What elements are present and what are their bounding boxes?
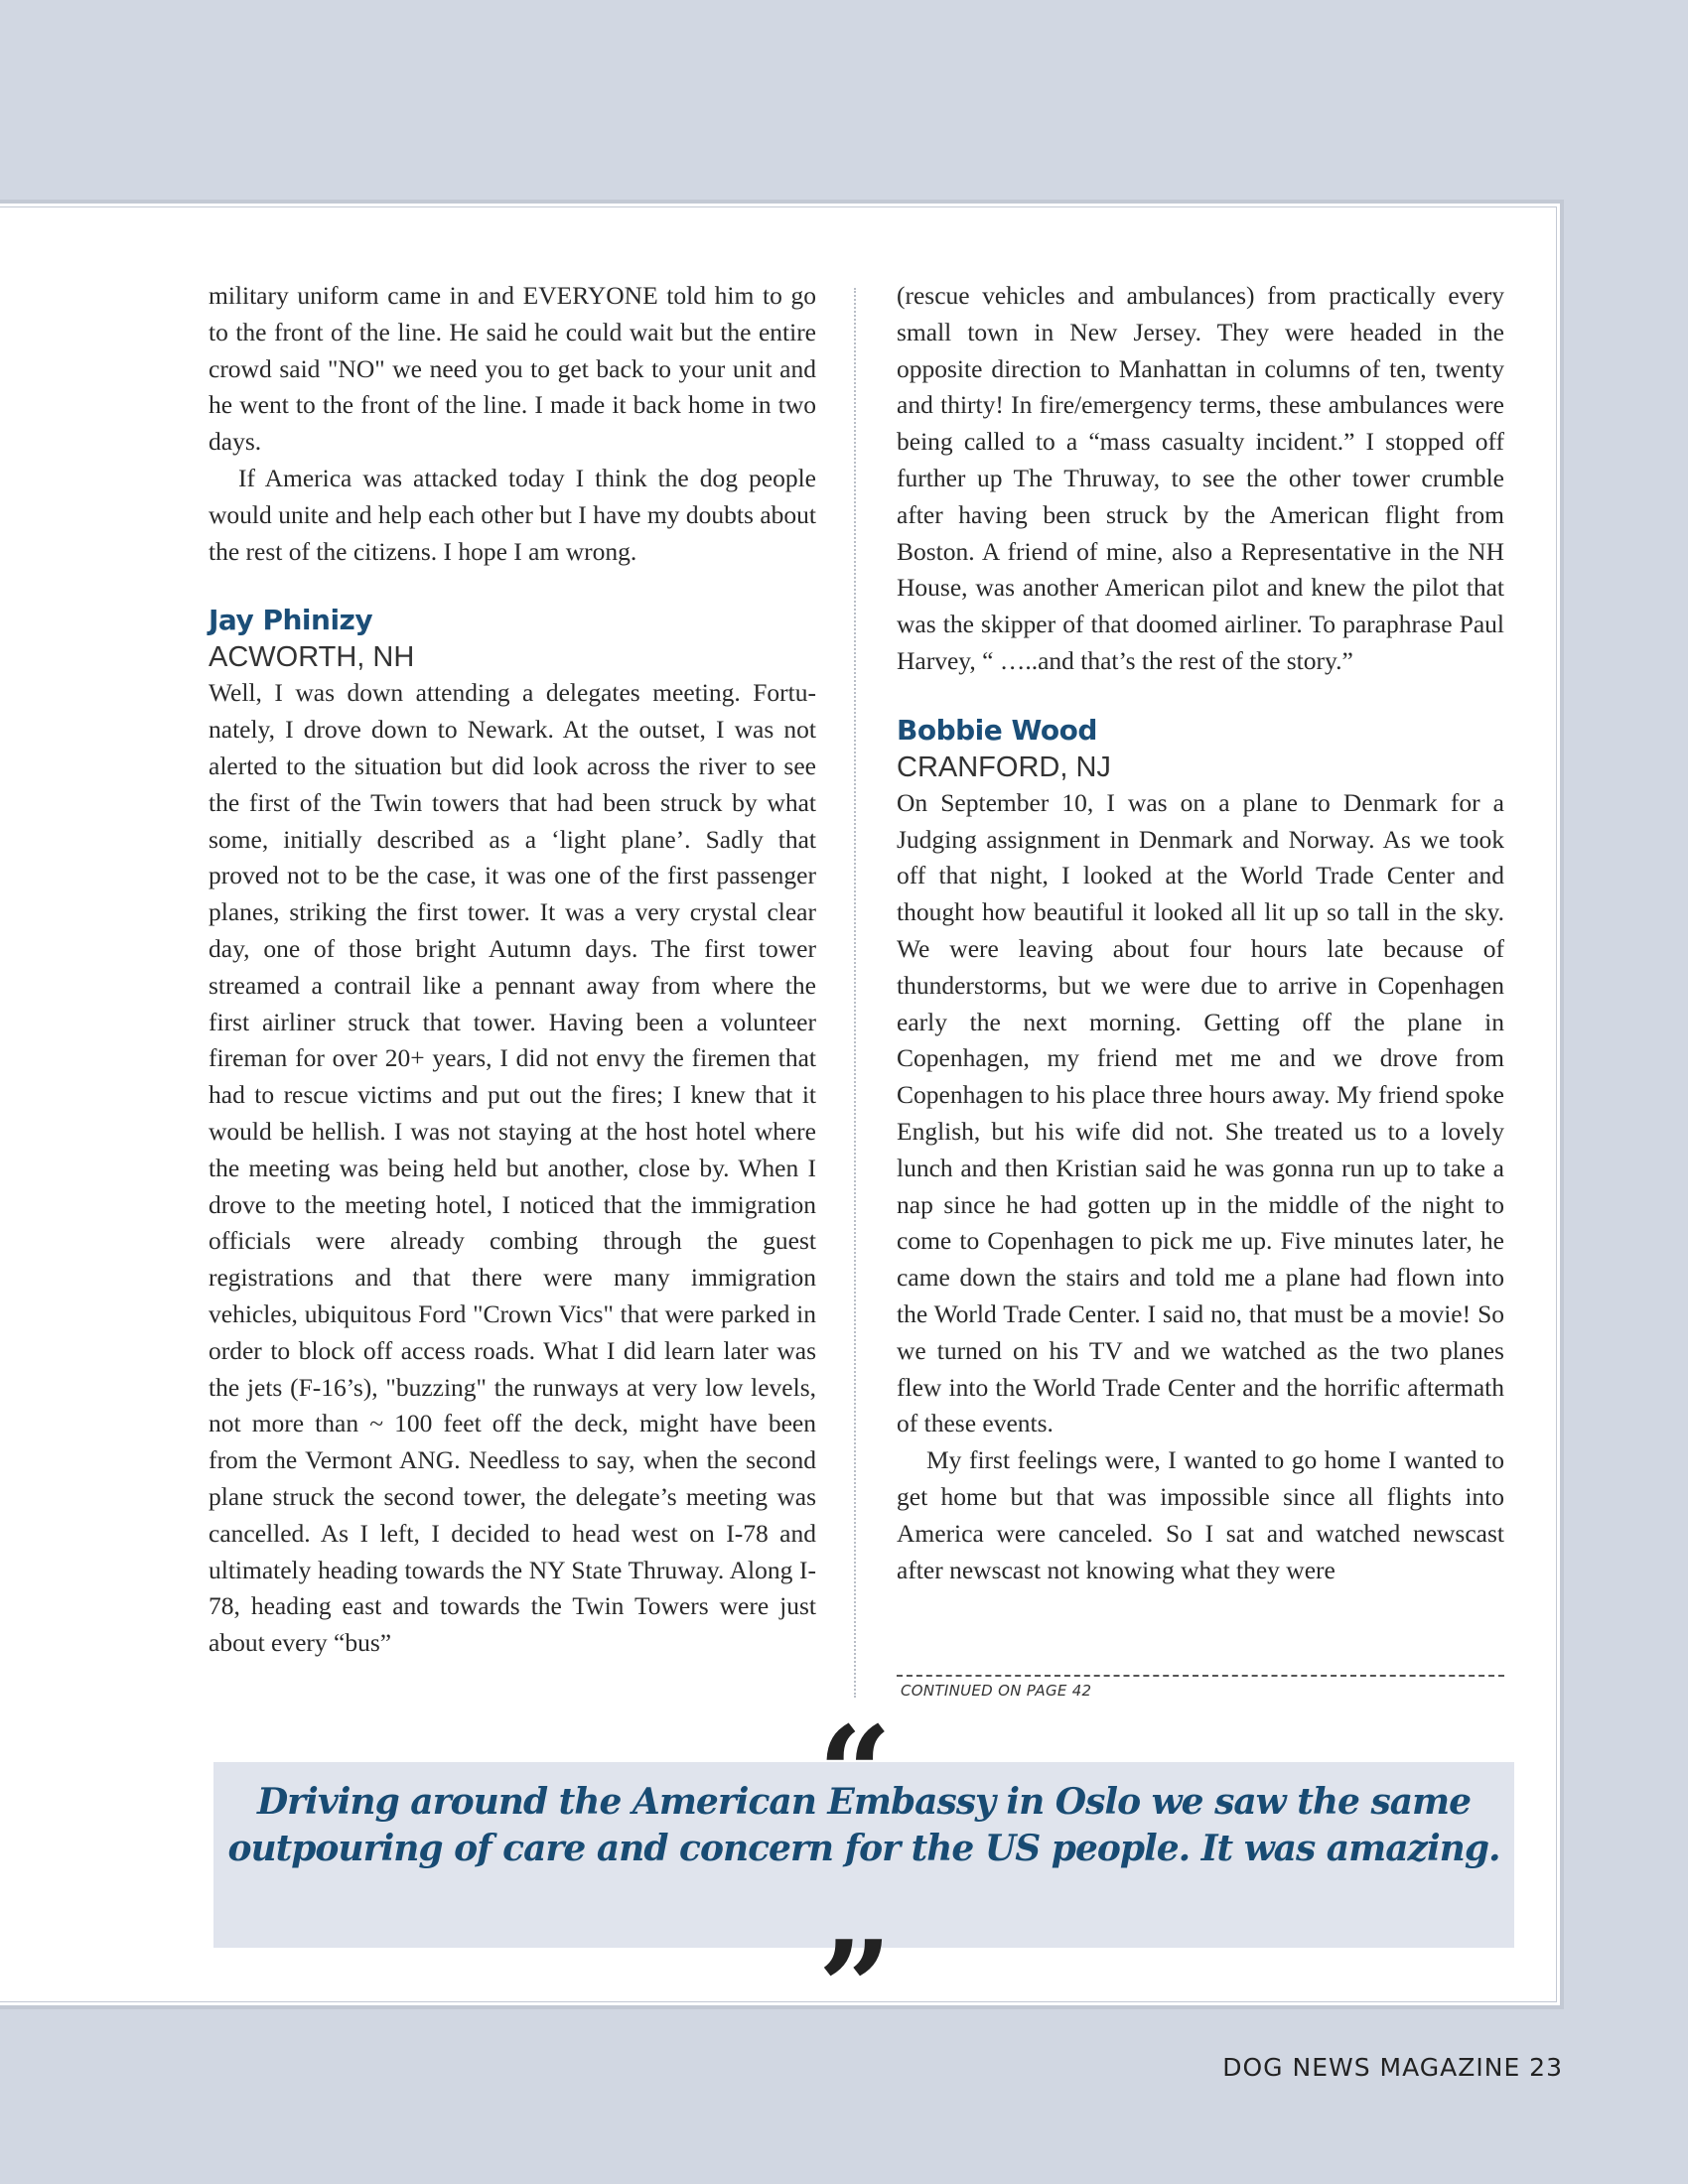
body-paragraph: (rescue vehicles and ambulances) from practically every small town in New Jersey. They were headed in the opposite direction to Manhattan in columns of ten, twenty and thirty! In fire/emergency terms, these ambulances were being called to a “mass casualty incident.” I stopped off further up The Thruway, to see the other tower crumble after having been struck by the American flight from Boston. A friend of mine, also a Representative in the NH House, was another American pilot and knew the pilot that was the skipper of that doomed airliner. To paraphrase Paul Harvey, “ …..and that’s the rest of the story.” (897, 281, 1504, 675)
right-column (897, 278, 1504, 1588)
author-name-jay-phinizy: Jay Phinizy (209, 604, 373, 637)
author-name-bobbie-wood: Bobbie Wood (897, 713, 1097, 747)
left-column (209, 278, 816, 1662)
close-quote-icon: ” (817, 1912, 893, 2064)
body-paragraph: military uniform came in and EVERYONE told him to go to the front of the line. He said he could wait but the entire crowd said "NO" we need you to get back to your unit and he went to the front of the line. I made it back home in two days. (209, 281, 816, 457)
body-paragraph: On September 10, I was on a plane to Denmark for a Judging assignment in Denmark and Norway. As we took off that night, I looked at the World Trade Center and thought how beautiful it looked all lit up so tall in the sky. We were leaving about four hours late because of thunderstorms, but we were due to arrive in Copenhagen early the next morning. Getting off the plane in Copenhagen, my friend met me and we drove from Copenhagen to his place three hours away. My friend spoke English, but his wife did not. She treated us to a lovely lunch and then Kristian said he was gonna run up to take a nap since he had gotten up in the middle of the night to come to Copenhagen to pick me up. Five minutes later, he came down the stairs and told me a plane had flown into the World Trade Center. I said no, that must be a movie! So we turned on his TV and we watched as the two planes flew into the World Trade Center and the horrific aftermath of these events. (897, 787, 1504, 1438)
open-quote-icon: “ (817, 1698, 893, 1849)
pull-quote-text: Driving around the American Embassy in Oslo we saw the same outpouring of care and concern for the US people. It was amazing. (227, 1781, 1500, 1869)
page-footer: DOG NEWS MAGAZINE 23 (1222, 2053, 1563, 2082)
body-paragraph: If America was attacked today I think the dog people would unite and help each other but I have my doubts about the rest of the citizens. I hope I am wrong. (209, 463, 816, 566)
continued-note: CONTINUED ON PAGE 42 (901, 1682, 1092, 1700)
body-paragraph: Well, I was down attending a delegates meeting. Fortunately, I drove down to Newark. At the outset, I was not alerted to the situation but did look across the river to see the first of the Twin towers that had been struck by what some, initially described as a ‘light plane’. Sadly that proved not to be the case, it was one of the first passenger planes, striking the first tower. It was a very crystal clear day, one of those bright Autumn days. The first tower streamed a contrail like a pennant away from where the first airliner struck that tower. Having been a volunteer fireman for over 20+ years, I did not envy the firemen that had to rescue victims and put out the fires; I knew that it would be hellish. I was not staying at the host hotel where the meeting was being held but another, close by. When I drove to the meeting hotel, I noticed that the immigration officials were already combing through the guest registrations and that there were many immigration vehicles, ubiquitous Ford "Crown Vics" that were parked in order to block off access roads. What I did learn later was the jets (F-16’s), "buzzing" the runways at very low levels, not more than ~ 100 feet off the deck, might have been from the Vermont ANG. Needless to say, when the second plane struck the second tower, the delegate’s meeting was cancelled. As I left, I decided to head west on I-78 and ultimately heading towards the NY State Thruway. Along I-78, heading east and towards the Twin Towers were just about every “bus” (209, 678, 816, 1658)
author-location-acworth: ACWORTH, NH (209, 641, 415, 674)
column-divider (854, 288, 856, 1698)
body-paragraph: My first feelings were, I wanted to go home I wanted to get home but that was impossible since all flights into America were canceled. So I sat and watched newscast after newscast not knowing what they were (897, 1445, 1504, 1584)
author-location-cranford: CRANFORD, NJ (897, 751, 1111, 783)
continued-rule (897, 1675, 1504, 1677)
